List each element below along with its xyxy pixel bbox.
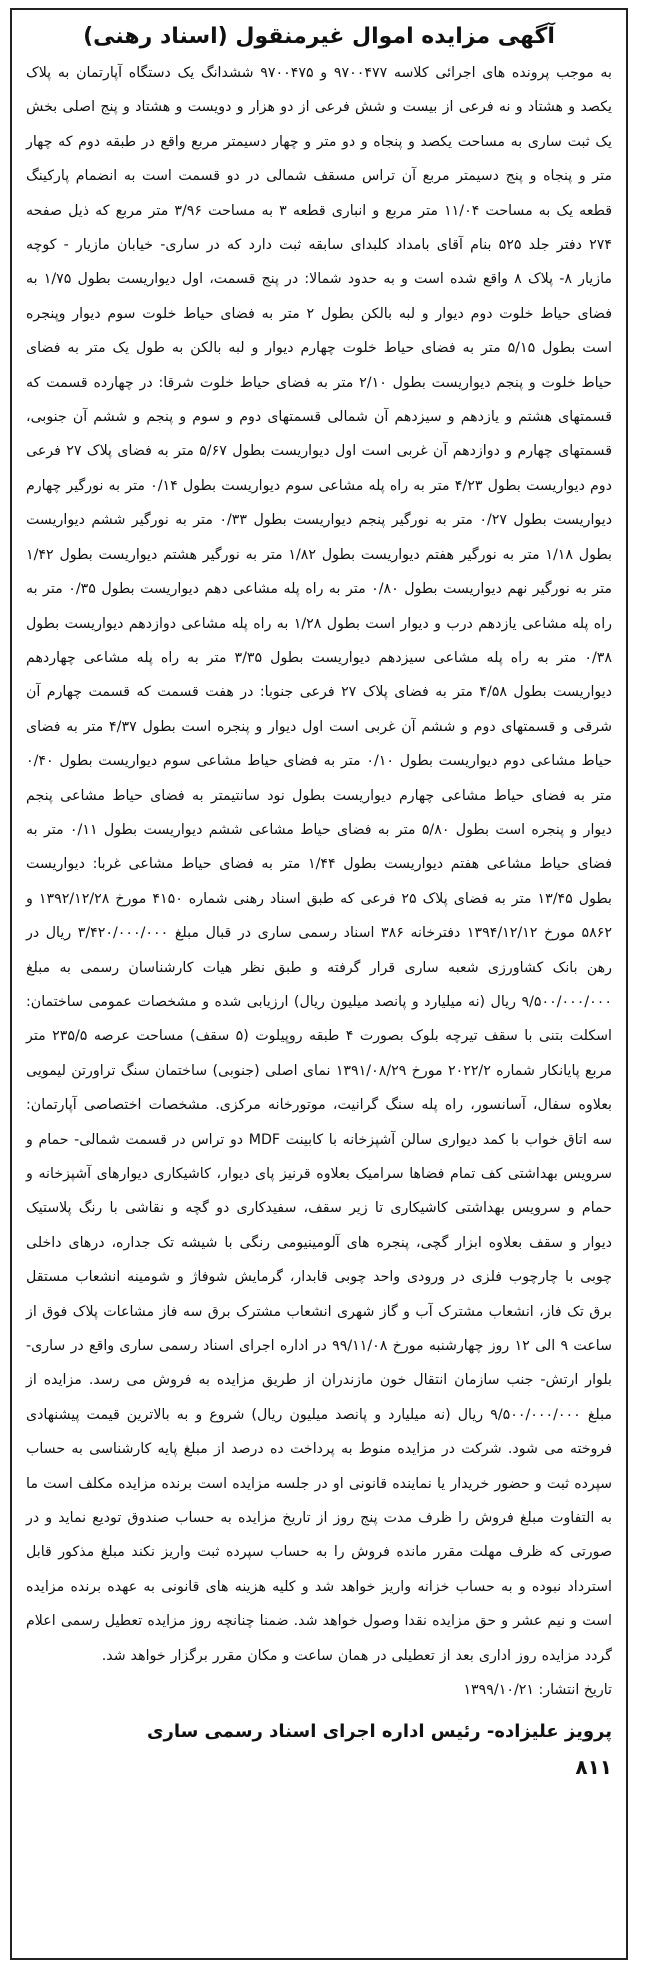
notice-title: آگهی مزایده اموال غیرمنقول (اسناد رهنی) (83, 24, 555, 49)
notice-body: به موجب پرونده های اجرائی کلاسه ۹۷۰۰۴۷۷ و ۹۷۰۰۴۷۵ ششدانگ یک دستگاه آپارتمان به پلاک یکصد و هشتاد و نه فرعی از بیست و شش فرعی از دو هزار و دویست و هشتاد و پنج اصلی بخش یک ثبت ساری به مساحت یکصد و پنجاه و دو متر و چهار دسیمتر مربع واقع در طبقه دوم که چهار متر و پنجاه و پنج دسیمتر مربع آن تراس مسقف شمالی در دو قسمت است به انضمام پارکینگ قطعه یک به مساحت ۱۱/۰۴ متر مربع و انباری قطعه ۳ به مساحت ۳/۹۶ متر مربع که ذیل صفحه ۲۷۴ دفتر جلد ۵۲۵ بنام آقای بامداد کلبدای سابقه ثبت دارد که در ساری- خیابان مازیار - کوچه مازیار ۸- پلاک ۸ واقع شده است و به حدود شمالا: در پنج قسمت، اول دیواریست بطول ۱/۷۵ به فضای حیاط خلوت دوم دیوار و لبه بالکن بطول ۲ متر به فضای حیاط خلوت سوم دیوار وپنجره است بطول ۵/۱۵ متر به فضای حیاط خلوت چهارم دیوار و لبه بالکن به طول یک متر به فضای حیاط خلوت و پنجم دیواریست بطول ۲/۱۰ متر به فضای حیاط خلوت شرقا: در چهارده قسمت که قسمتهای هشتم و یازدهم و سیزدهم آن شمالی قسمتهای دوم و سوم و پنجم و ششم آن جنوبی، قسمتهای چهارم و دوازدهم آن غربی است اول دیواریست بطول ۵/۶۷ متر به فضای پلاک ۲۷ فرعی دوم دیواریست بطول ۴/۲۳ متر به راه پله مشاعی سوم دیواریست بطول ۰/۱۴ متر به نورگیر چهارم دیواریست بطول ۰/۲۷ متر به نورگیر پنجم دیواریست بطول ۰/۳۳ متر به نورگیر ششم دیواریست بطول ۱/۱۸ متر به نورگیر هفتم دیواریست بطول ۱/۸۲ متر به نورگیر هشتم دیواریست بطول ۱/۴۲ متر به نورگیر نهم دیواریست بطول ۰/۸۰ متر به راه پله مشاعی دهم دیواریست بطول ۰/۳۵ متر به راه پله مشاعی یازدهم درب و دیوار است بطول ۱/۲۸ به راه پله مشاعی دوازدهم دیواریست بطول ۰/۳۸ متر به راه پله مشاعی سیزدهم دیواریست بطول ۳/۳۵ متر به راه پله مشاعی چهاردهم دیواریست بطول ۴/۵۸ متر به فضای پلاک ۲۷ فرعی جنوبا: در هفت قسمت که قسمت چهارم آن شرقی و قسمتهای دوم و ششم آن غربی است اول دیوار و پنجره است بطول ۴/۳۷ متر به فضای حیاط مشاعی دوم دیواریست بطول ۰/۱۰ متر به فضای حیاط مشاعی سوم دیواریست بطول ۰/۴۰ متر به فضای حیاط مشاعی چهارم دیواریست بطول نود سانتیمتر به فضای حیاط مشاعی پنجم دیوار و پنجره است بطول ۵/۸۰ متر به فضای حیاط مشاعی ششم دیواریست بطول ۰/۱۱ متر به فضای حیاط مشاعی هفتم دیواریست بطول ۱/۴۴ متر به فضای حیاط مشاعی غربا: دیواریست بطول ۱۳/۴۵ متر به فضای پلاک ۲۵ فرعی که طبق اسناد رهنی شماره ۴۱۵۰ مورخ ۱۳۹۲/۱۲/۲۸ و ۵۸۶۲ مورخ ۱۳۹۴/۱۲/۱۲ دفترخانه ۳۸۶ اسناد رسمی ساری در قبال مبلغ ۳/۴۲۰/۰۰۰/۰۰۰ ریال در رهن بانک کشاورزی شعبه ساری قرار گرفته و طبق نظر هیات کارشناسان رسمی به مبلغ ۹/۵۰۰/۰۰۰/۰۰۰ ریال (نه میلیارد و پانصد میلیون ریال) ارزیابی شده و مشخصات عمومی ساختمان: اسکلت بتنی با سقف تیرچه بلوک بصورت ۴ طبقه روپیلوت (۵ سقف) مساحت عرصه ۲۳۵/۵ متر مربع پایانکار شماره ۲۰۲۲/۲ مورخ ۱۳۹۱/۰۸/۲۹ نمای اصلی (جنوبی) ساختمان سنگ تراورتن لیمویی بعلاوه سفال، آسانسور، راه پله سنگ گرانیت، موتورخانه مرکزی. مشخصات اختصاصی آپارتمان: سه اتاق خواب با کمد دیواری سالن آشپزخانه با کابینت MDF دو تراس در قسمت شمالی- حمام و سرویس بهداشتی کف تمام فضاها سرامیک بعلاوه قرنیز پای دیوار، کاشیکاری دیوارهای آشپزخانه و حمام و سرویس بهداشتی کاشیکاری تا زیر سقف، سفیدکاری دو گچه و نقاشی با رنگ پلاستیک دیوار و سقف بعلاوه ابزار گچی، پنجره های آلومینیومی رنگی با شیشه تک جداره، درهای داخلی چوبی با چارچوب فلزی در ورودی واحد چوبی قابدار، گرمایش شوفاژ و شومینه انشعاب مستقل برق تک فاز، انشعاب مشترک آب و گاز شهری انشعاب مشترک برق سه فاز مشاعات پلاک فوق از ساعت ۹ الی ۱۲ روز چهارشنبه مورخ ۹۹/۱۱/۰۸ در اداره اجرای اسناد رسمی ساری واقع در ساری- بلوار ارتش- جنب سازمان انتقال خون مازندران از طریق مزایده به فروش می رسد. مزایده از مبلغ ۹/۵۰۰/۰۰۰/۰۰۰ ریال (نه میلیارد و پانصد میلیون ریال) شروع و به بالاترین قیمت پیشنهادی فروخته می شود. شرکت در مزایده منوط به پرداخت ده درصد از مبلغ پایه کارشناسی به حساب سپرده ثبت و حضور خریدار یا نماینده قانونی او در جلسه مزایده است برنده مزایده مکلف است ما به التفاوت مبلغ فروش را ظرف مدت پنج روز از تاریخ مزایده به حساب صندوق تودیع نماید و در صورتی که ظرف مهلت مقرر مانده فروش را به حساب سپرده ثبت واریز نکند مبلغ مذکور قابل استرداد نبوده و به حساب خزانه واریز خواهد شد و کلیه هزینه های قانونی به عهده برنده مزایده است و نیم عشر و حق مزایده نقدا وصول خواهد شد. ضمنا چنانچه روز مزایده تعطیل رسمی اعلام گردد مزایده روز اداری بعد از تعطیلی در همان ساعت و مکان مقرر برگزار خواهد شد. (26, 65, 613, 1664)
notice-frame (10, 8, 628, 1960)
publish-date: تاریخ انتشار: ۱۳۹۹/۱۰/۲۱ (463, 1682, 612, 1699)
notice-code: ۸۱۱ (575, 1755, 612, 1780)
signature-line: پرویز علیزاده- رئیس اداره اجرای اسناد رسمی ساری (146, 1721, 612, 1743)
